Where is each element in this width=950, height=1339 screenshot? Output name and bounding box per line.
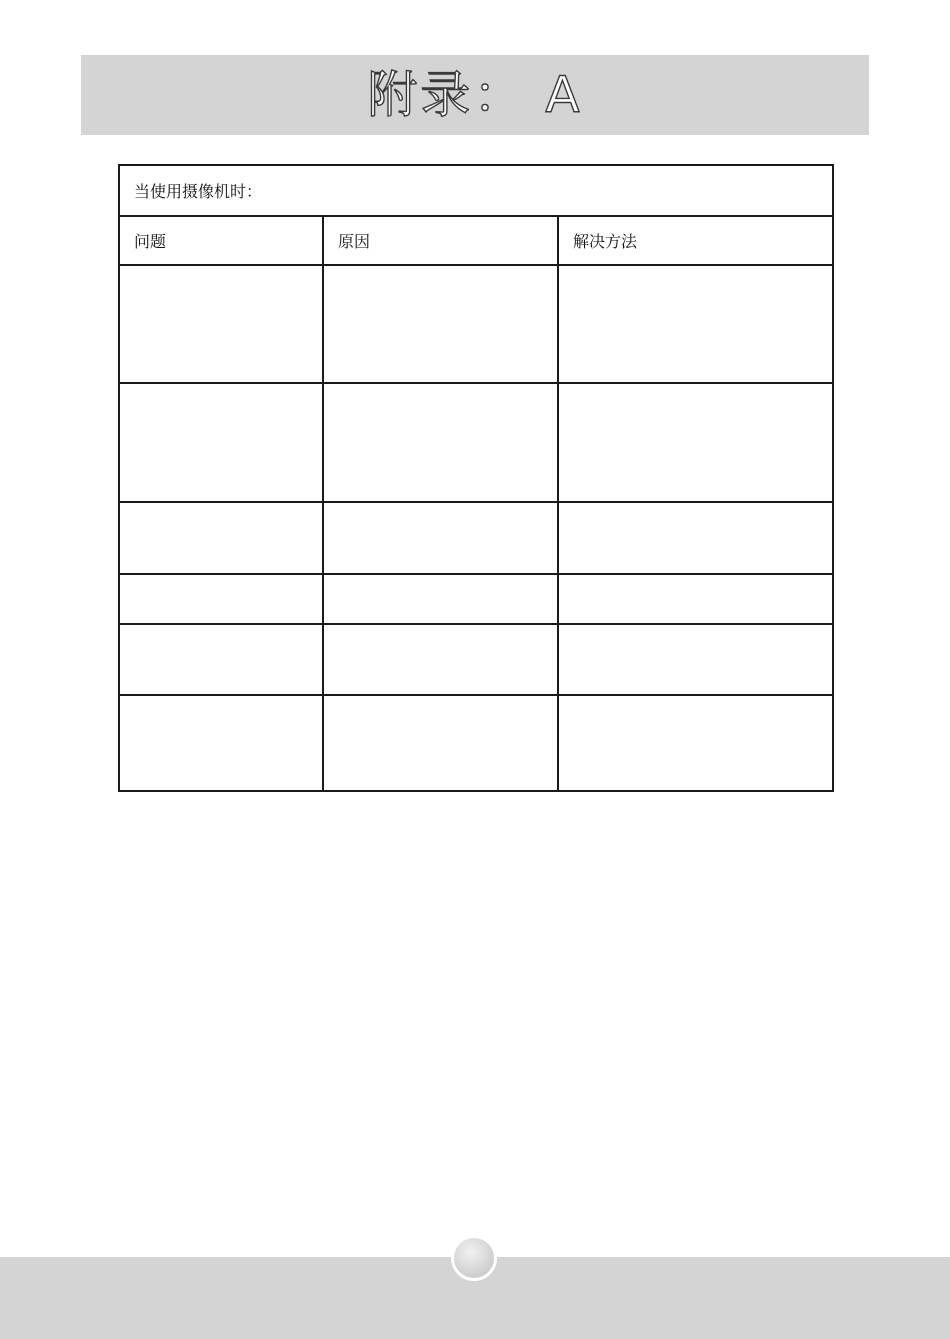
troubleshooting-table	[118, 164, 834, 792]
table-row	[119, 265, 833, 383]
table-cell	[323, 383, 558, 502]
table-cell	[119, 502, 323, 574]
page-title: 附录： A	[367, 66, 583, 124]
table-cell	[119, 265, 323, 383]
table-cell	[119, 383, 323, 502]
table-cell	[323, 624, 558, 695]
table-row	[119, 502, 833, 574]
title-banner	[81, 55, 869, 135]
table-cell	[323, 265, 558, 383]
table-caption: 当使用摄像机时：	[119, 165, 833, 216]
table-cell	[119, 624, 323, 695]
table-header-row	[119, 216, 833, 265]
table-cell	[558, 265, 833, 383]
header-solution: 解决方法	[558, 216, 833, 265]
table-row	[119, 624, 833, 695]
header-cause: 原因	[323, 216, 558, 265]
table-caption-row	[119, 165, 833, 216]
table-cell	[558, 695, 833, 791]
table-row	[119, 695, 833, 791]
table-cell	[119, 574, 323, 624]
table-cell	[323, 502, 558, 574]
header-problem: 问题	[119, 216, 323, 265]
table-cell	[558, 383, 833, 502]
table-row	[119, 383, 833, 502]
table-cell	[119, 695, 323, 791]
table-cell	[558, 574, 833, 624]
table-cell	[558, 624, 833, 695]
table-cell	[323, 695, 558, 791]
page-number-circle-icon	[451, 1235, 497, 1281]
table-row	[119, 574, 833, 624]
table-cell	[558, 502, 833, 574]
table-cell	[323, 574, 558, 624]
